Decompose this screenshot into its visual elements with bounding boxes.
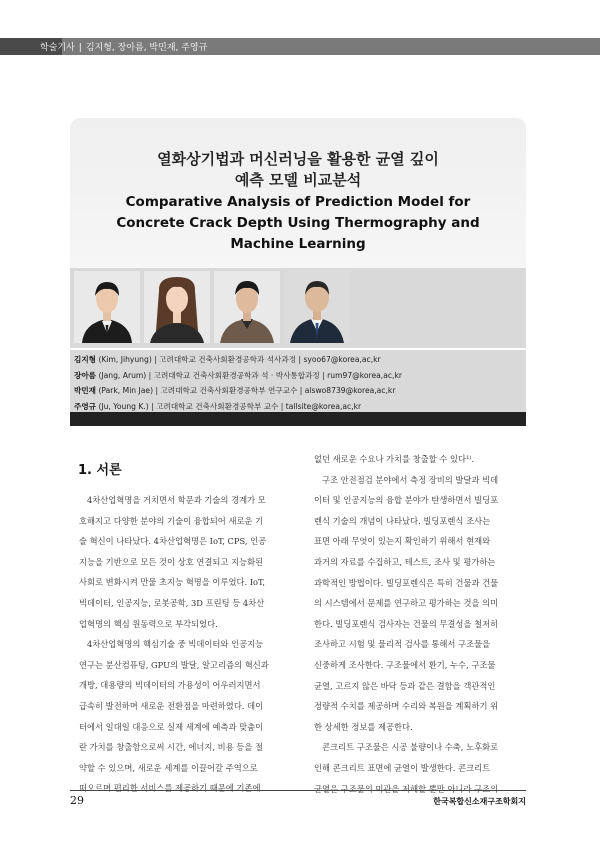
body-line: 균열은 구조물의 미관을 저해할 뿐만 아니라 구조의 xyxy=(314,783,499,794)
author-affiliation: | 고려대학교 건축사회환경공학부 교수 | xyxy=(151,401,284,411)
right-column xyxy=(314,449,526,799)
author-photo-park xyxy=(214,271,280,343)
title-divider-bar xyxy=(70,412,526,426)
korean-title-line1: 열화상기법과 머신러닝을 활용한 균열 깊이 xyxy=(157,150,439,168)
body-line: 4차산업혁명의 핵심기술 중 빅데이터와 인공지능 xyxy=(87,639,264,650)
author-photo-ju xyxy=(284,271,350,343)
author-line-park xyxy=(70,383,526,399)
author-line-jang xyxy=(70,368,526,384)
body-line: 구조 안전점검 분야에서 측정 장비의 발달과 빅데 xyxy=(322,474,499,485)
english-title-line2: Concrete Crack Depth Using Thermography and xyxy=(116,215,480,231)
body-line: 술 혁신이 나타났다. 4차산업혁명은 IoT, CPS, 인공 xyxy=(79,536,267,547)
body-line: 사회로 변화시켜 만물 초지능 혁명을 이루었다. IoT, xyxy=(79,577,265,588)
author-name: 장아름 xyxy=(74,370,97,380)
author-name: 주영규 xyxy=(74,401,97,411)
author-photo-kim xyxy=(74,271,140,343)
body-line: 과학적인 방법이다. 빌딩포렌식은 특히 건물과 건물 xyxy=(314,577,499,588)
author-name-en: (Jang, Arum) xyxy=(98,370,147,380)
body-line: 떠오르며 편리한 서비스를 제공하기 때문에 기존에 xyxy=(79,783,261,794)
page-number: 29 xyxy=(70,794,84,807)
body-line: 렌식 기술의 개념이 나타났다. 빌딩포렌식 조사는 xyxy=(314,515,491,526)
body-line: 없던 새로운 수요나 가치를 창출할 수 있다¹⁾. xyxy=(314,454,475,464)
author-list xyxy=(70,350,526,420)
journal-name: 한국복합신소재구조학회지 xyxy=(433,797,526,806)
body-line: 이터 및 인공지능의 융합 분야가 탄생하면서 빌딩포 xyxy=(314,495,499,506)
english-title-line1: Comparative Analysis of Prediction Model for xyxy=(125,194,471,210)
body-line: 빅데이터, 인공지능, 로봇공학, 3D 프린팅 등 4차산 xyxy=(79,597,265,608)
body-line: 조사하고 시험 및 물리적 검사를 통해서 구조물을 xyxy=(314,639,491,650)
author-name-en: (Ju, Young K.) xyxy=(98,401,149,411)
author-name: 박민재 xyxy=(74,386,97,395)
author-name-en: (Kim, Jihyung) xyxy=(98,355,152,364)
author-affiliation: | 고려대학교 건축사회환경공학부 연구교수 | xyxy=(155,386,303,395)
author-email: alswo8739@korea,ac,kr xyxy=(304,386,396,395)
header-text: 학술기사 | 김지형, 장아름, 박민재, 주영규 xyxy=(40,43,208,53)
author-affiliation: | 고려대학교 건축사회환경공학과 석사과정 | xyxy=(154,355,302,364)
body-line: 표면 아래 무엇이 있는지 확인하기 위해서 현재와 xyxy=(314,536,491,547)
author-line-kim xyxy=(70,352,526,368)
body-line: 호해지고 다양한 분야의 기술이 융합되어 새로운 기 xyxy=(79,515,264,526)
author-photo-jang xyxy=(144,271,210,343)
body-line: 업혁명의 핵심 원동력으로 부각되었다. xyxy=(79,618,218,629)
body-line: 약할 수 있으며, 새로운 세계를 이끌어갈 주역으로 xyxy=(79,762,258,773)
title-box xyxy=(70,118,526,268)
author-name: 김지형 xyxy=(74,355,97,364)
body-line: 균열, 고르지 않은 바닥 등과 같은 결함을 객관적인 xyxy=(314,680,496,691)
body-line: 한다. 빌딩포렌식 검사자는 건물의 무결성을 철저히 xyxy=(314,618,499,629)
body-line: 정량적 수치를 제공하며 수리와 복원을 계획하기 위 xyxy=(314,701,499,712)
body-line: 의 시스템에서 문제를 연구하고 평가하는 것을 의미 xyxy=(314,598,499,609)
body-line: 급속히 발전하며 새로운 전환점을 마련하였다. 데이 xyxy=(79,700,264,711)
english-title-line3: Machine Learning xyxy=(230,236,366,252)
body-line: 개방, 대용량의 빅데이터의 가용성이 어우러지면서 xyxy=(79,680,261,691)
author-email: rum97@korea,ac,kr xyxy=(327,370,402,380)
author-email: tallsite@korea,ac,kr xyxy=(285,401,362,411)
body-line: 신중하게 조사한다. 구조물에서 환기, 누수, 구조물 xyxy=(314,659,496,670)
body-line: 터에서 일대일 대응으로 실제 세계에 예측과 맞춤이 xyxy=(79,721,264,732)
left-column xyxy=(79,490,291,799)
korean-title-line2: 예측 모델 비교분석 xyxy=(234,171,362,189)
author-affiliation: | 고려대학교 건축사회환경공학과 석 · 박사통합과정 | xyxy=(148,370,325,380)
header-authors: 김지형, 장아름, 박민재, 주영규 xyxy=(85,43,208,53)
author-email: syoo67@korea,ac,kr xyxy=(303,355,381,364)
footer-rule xyxy=(70,790,526,791)
author-name-en: (Park, Min Jae) xyxy=(98,386,154,395)
section-heading: 1. 서론 xyxy=(78,463,122,478)
body-line: 지능을 기반으로 모든 것이 상호 연결되고 지능화된 xyxy=(79,556,264,567)
body-line: 콘크리트 구조물은 시공 불량이나 수축, 노후화로 xyxy=(322,742,499,753)
body-line: 란 가치를 창출함으로써 시간, 에너지, 비용 등을 절 xyxy=(79,742,264,753)
body-line: 한 상세한 정보를 제공한다. xyxy=(314,721,413,732)
body-line: 과거의 자료를 수집하고, 테스트, 조사 및 평가하는 xyxy=(314,556,496,567)
body-line: 4차산업혁명을 거치면서 학문과 기술의 경계가 모 xyxy=(87,495,266,505)
body-line: 연구는 분산컴퓨팅, GPU의 발달, 알고리즘의 혁신과 xyxy=(79,659,269,670)
body-line: 인해 콘크리트 표면에 균열이 발생한다. 콘크리트 xyxy=(314,762,491,773)
header-category: 학술기사 xyxy=(40,43,75,53)
